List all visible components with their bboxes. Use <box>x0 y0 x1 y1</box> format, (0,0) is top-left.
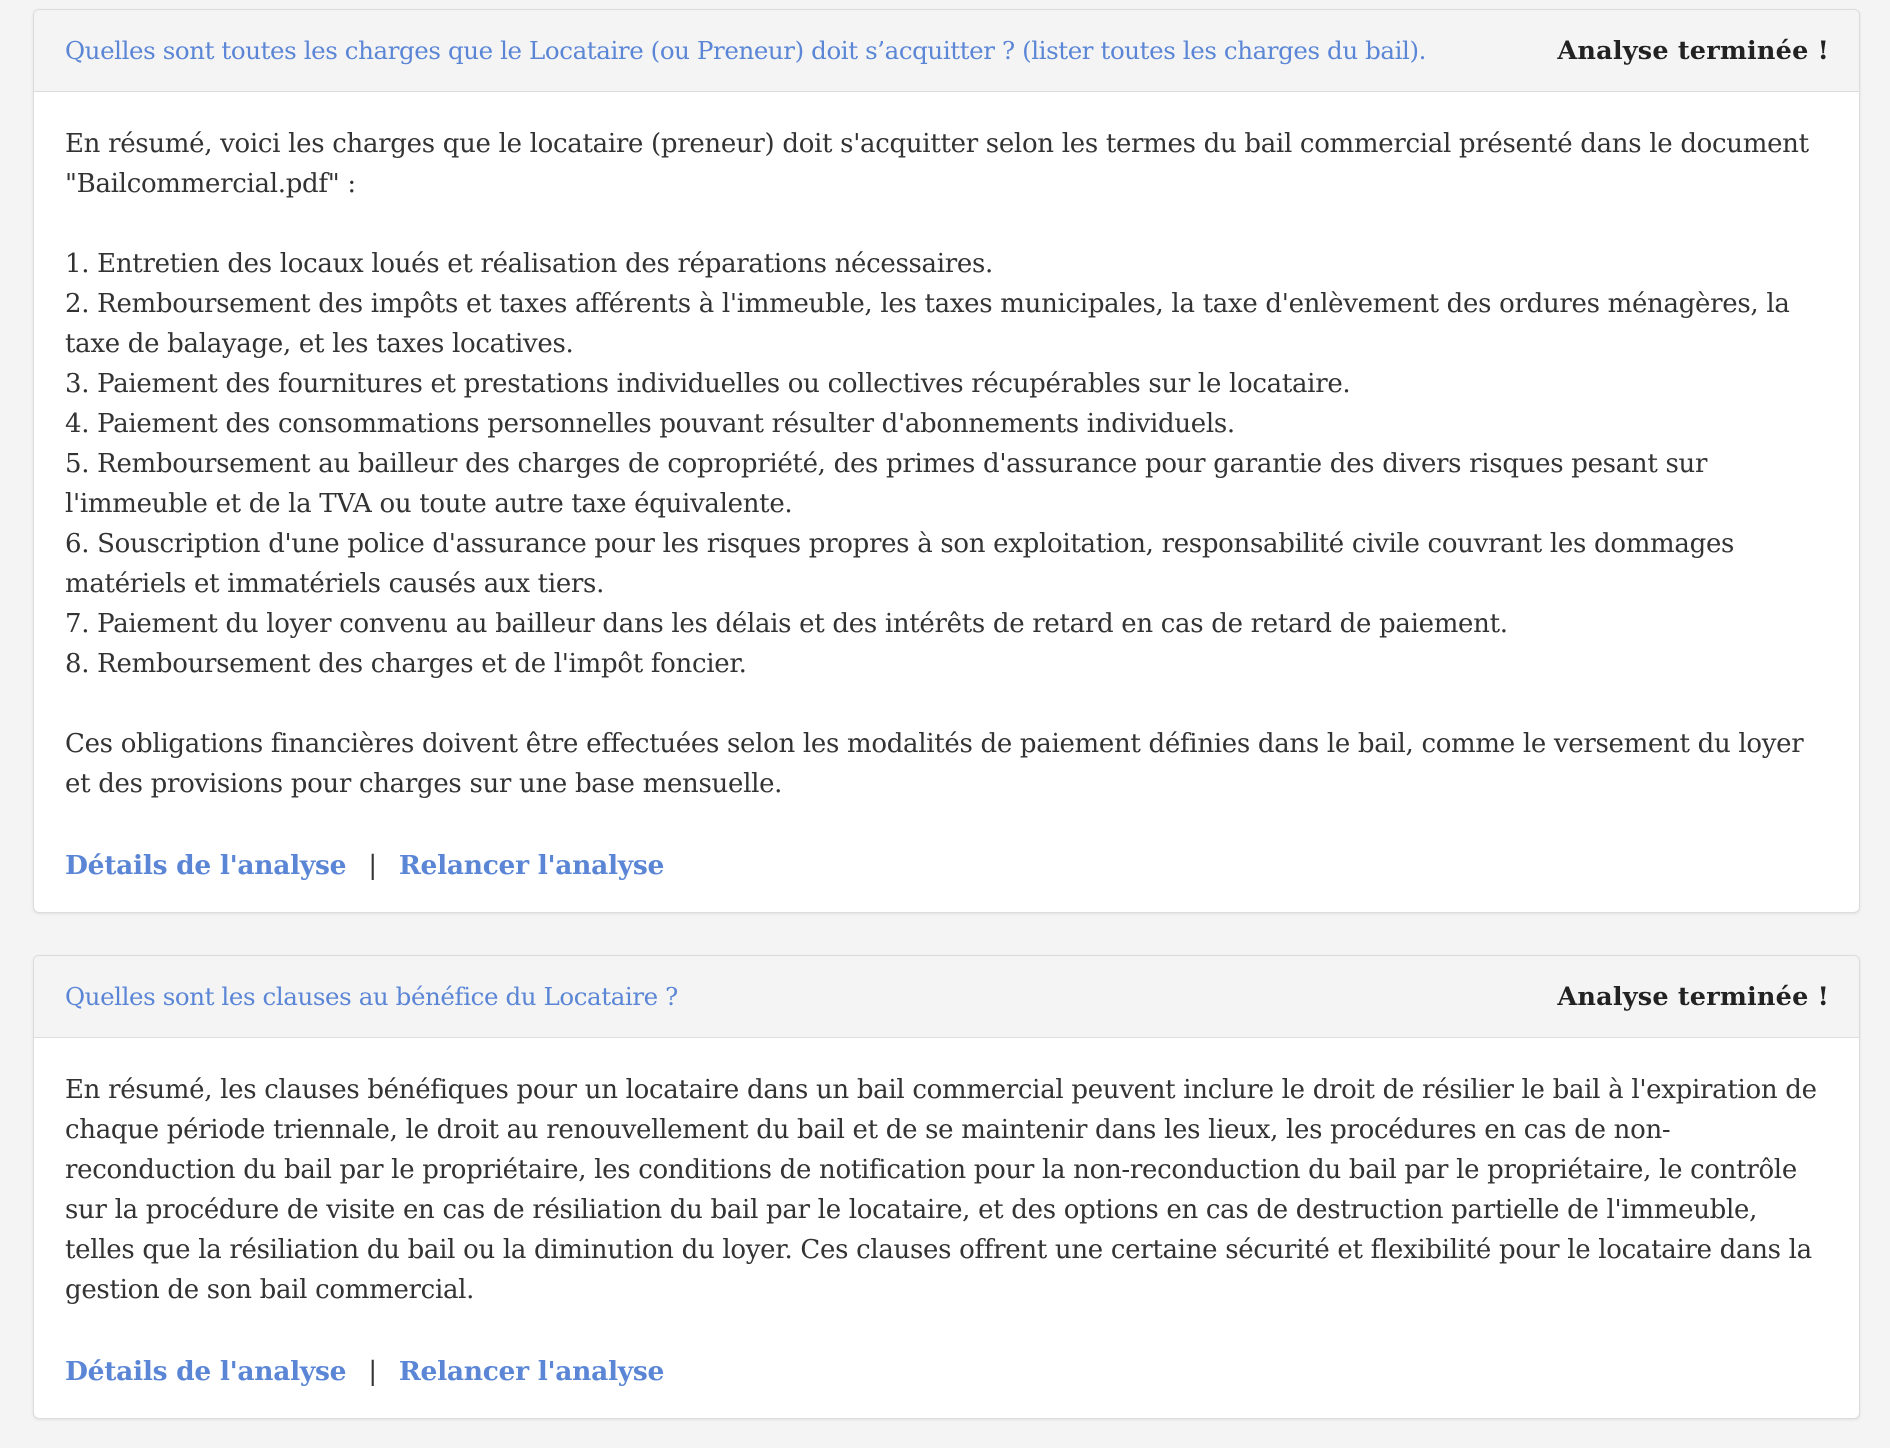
list-item: 3. Paiement des fournitures et prestations individuelles ou collectives récupérables sur le locataire. <box>65 369 1351 399</box>
answer-body <box>34 92 1859 886</box>
card-header <box>34 10 1859 92</box>
list-item: 2. Remboursement des impôts et taxes afférents à l'immeuble, les taxes municipales, la taxe d'enlèvement des ordures ménagères, la taxe de balayage, et les taxes locatives. <box>65 289 1790 359</box>
link-separator: | <box>368 850 377 881</box>
card-actions <box>65 1352 1828 1392</box>
answer-body <box>34 1038 1859 1392</box>
list-item: 1. Entretien des locaux loués et réalisation des réparations nécessaires. <box>65 249 993 279</box>
rerun-analysis-link[interactable]: Relancer l'analyse <box>398 1356 665 1387</box>
question-title: Quelles sont les clauses au bénéfice du Locataire ? <box>65 982 678 1011</box>
list-item: 8. Remboursement des charges et de l'impôt foncier. <box>65 649 747 679</box>
status-label: Analyse terminée ! <box>1557 981 1829 1012</box>
details-link[interactable]: Détails de l'analyse <box>65 1356 347 1387</box>
spacer <box>65 204 1828 244</box>
analysis-card-clauses <box>33 955 1860 1419</box>
answer-intro: En résumé, voici les charges que le locataire (preneur) doit s'acquitter selon les termes du bail commercial présenté dans le document "Bailcommercial.pdf" : <box>65 129 1809 199</box>
link-separator: | <box>368 1356 377 1387</box>
analysis-card-charges <box>33 9 1860 913</box>
list-item: 5. Remboursement au bailleur des charges de copropriété, des primes d'assurance pour garantie des divers risques pesant sur l'immeuble et de la TVA ou toute autre taxe équivalente. <box>65 449 1708 519</box>
status-label: Analyse terminée ! <box>1557 35 1829 66</box>
list-item: 4. Paiement des consommations personnelles pouvant résulter d'abonnements individuels. <box>65 409 1235 439</box>
spacer <box>65 684 1828 724</box>
answer-conclusion: Ces obligations financières doivent être effectuées selon les modalités de paiement définies dans le bail, comme le versement du loyer et des provisions pour charges sur une base mensuelle. <box>65 729 1804 799</box>
rerun-analysis-link[interactable]: Relancer l'analyse <box>398 850 665 881</box>
question-title: Quelles sont toutes les charges que le Locataire (ou Preneur) doit s’acquitter ? (lister toutes les charges du bail). <box>65 36 1427 65</box>
card-actions <box>65 846 1828 886</box>
details-link[interactable]: Détails de l'analyse <box>65 850 347 881</box>
list-item: 6. Souscription d'une police d'assurance pour les risques propres à son exploitation, responsabilité civile couvrant les dommages matériels et immatériels causés aux tiers. <box>65 529 1735 599</box>
answer-summary: En résumé, les clauses bénéfiques pour un locataire dans un bail commercial peuvent inclure le droit de résilier le bail à l'expiration de chaque période triennale, le droit au renouvellement du bail et de se maintenir dans les lieux, les procédures en cas de non-reconduction du bail par le propriétaire, les conditions de notification pour la non-reconduction du bail par le propriétaire, le contrôle sur la procédure de visite en cas de résiliation du bail par le locataire, et des options en cas de destruction partielle de l'immeuble, telles que la résiliation du bail ou la diminution du loyer. Ces clauses offrent une certaine sécurité et flexibilité pour le locataire dans la gestion de son bail commercial. <box>65 1075 1817 1305</box>
list-item: 7. Paiement du loyer convenu au bailleur dans les délais et des intérêts de retard en cas de retard de paiement. <box>65 609 1508 639</box>
card-header <box>34 956 1859 1038</box>
